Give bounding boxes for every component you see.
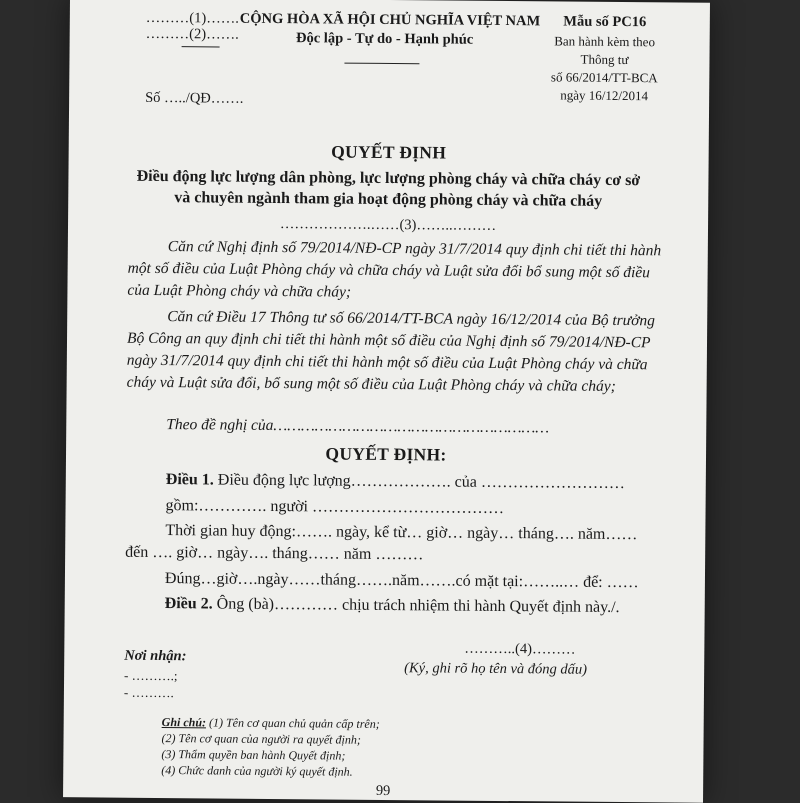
page-number: 99 [375,782,391,800]
document-page [63,0,710,803]
motto-underline [344,63,419,65]
decision-heading: QUYẾT ĐỊNH: [325,443,447,465]
parent-agency-line: ………(1)……. [145,9,239,27]
article-2-line [165,595,620,617]
recipient-2: - ………. [123,684,174,701]
legal-basis-1: Căn cứ Nghị định số 79/2014/NĐ-CP ngày 31/7/2014 quy định chi tiết thi hành một số điều của Luật Phòng cháy và chữa cháy và Luật sửa đổi bổ sung một số điều của Luật Phòng cháy và chữa cháy; [127,238,662,301]
document-title: QUYẾT ĐỊNH [331,141,447,163]
issued-with-line-4: ngày 16/12/2014 [560,87,649,104]
article-1-line-4: đến …. giờ… ngày…. tháng…… năm ……… [125,543,424,564]
note-1: (1) Tên cơ quan chủ quản cấp trên; [205,715,380,731]
note-4: (4) Chức danh của người ký quyết định. [161,763,353,779]
issued-with-line-3: số 66/2014/TT-BCA [550,69,658,86]
national-motto: Độc lập - Tự do - Hạnh phúc [295,30,474,48]
legal-basis-2: Căn cứ Điều 17 Thông tư số 66/2014/TT-BCA ngày 16/12/2014 của Bộ trưởng Bộ Công an quy định chi tiết thi hành một số điều của Nghị định số 79/2014/NĐ-CP ngày 31/7/2014 quy định chi tiết thi hành một số điều của Luật Phòng cháy và chữa cháy và Luật sửa đổi, bổ sung một số điều của Luật Phòng cháy và chữa cháy; [126,308,656,395]
signer-title: ………..(4)……… [464,640,576,658]
note-2: (2) Tên cơ quan của người ra quyết định; [161,731,361,747]
left-header-underline [182,46,220,47]
signature-instruction: (Ký, ghi rõ họ tên và đóng dấu) [404,660,588,678]
issuing-authority-line: ……………….……(3)……..……… [279,216,497,234]
document-number: Số …../QĐ……. [145,89,244,107]
issued-with-line-1: Ban hành kèm theo [554,33,656,50]
subtitle-line-1: Điều động lực lượng dân phòng, lực lượng phòng cháy và chữa cháy cơ sở [136,167,641,190]
note-line-1 [162,715,380,732]
issuing-agency-line: ………(2)……. [145,25,239,43]
article-2-text: Ông (bà)………… chịu trách nhiệm thi hành Quyết định này./. [212,595,620,617]
form-code: Mẫu số PC16 [563,13,647,31]
article-1-line-2: gồm:…………. người ……………………………… [165,497,505,518]
note-label: Ghi chú: [161,715,207,730]
proposal-line: Theo đề nghị của…………………………………………………… [166,416,550,437]
country-name: CỘNG HÒA XÃ HỘI CHỦ NGHĨA VIỆT NAM [239,10,541,30]
issued-with-line-2: Thông tư [580,51,629,68]
article-1-line-5: Đúng…giờ….ngày……tháng…….năm…….có mặt tại:……..… để: …… [164,570,639,592]
article-1-text: Điều động lực lượng………………. của ……………………… [213,471,625,493]
recipients-label: Nơi nhận: [124,647,187,665]
note-3: (3) Thẩm quyền ban hành Quyết định; [161,747,346,763]
recipient-1: - ……….; [124,667,178,684]
article-2-label: Điều 2. [164,595,213,613]
subtitle-line-2: và chuyên ngành tham gia hoạt động phòng cháy và chữa cháy [174,189,603,210]
article-1-label: Điều 1. [165,471,214,489]
article-1-line-3: Thời gian huy động:……. ngày, kể từ… giờ… ngày… tháng…. năm…… [165,522,638,544]
article-1-line-1 [166,471,625,493]
